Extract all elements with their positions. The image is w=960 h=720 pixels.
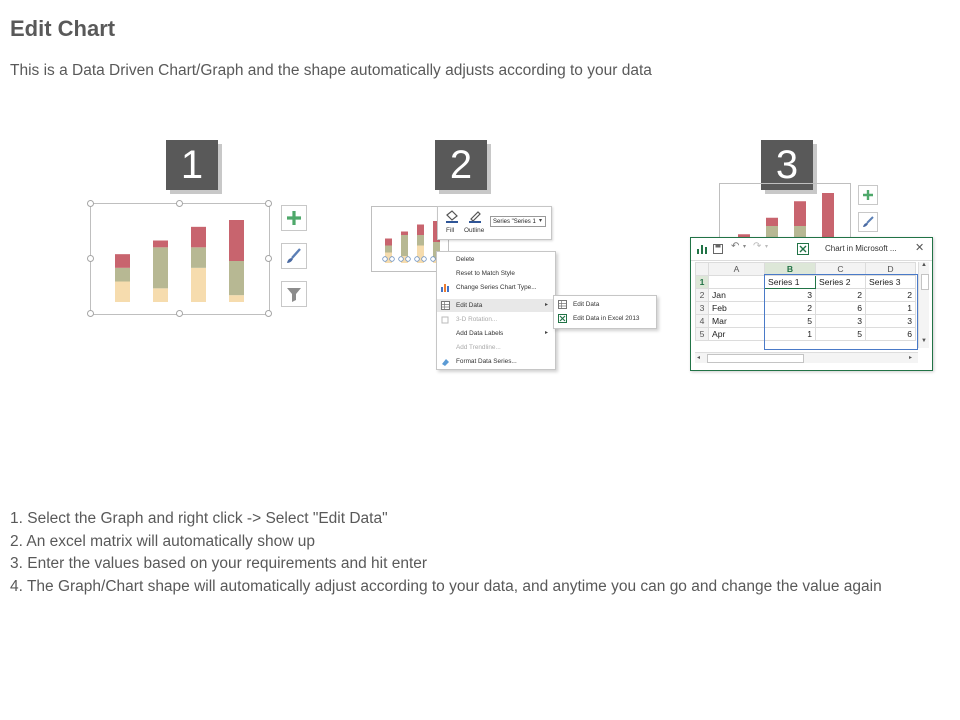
page-title: Edit Chart [10, 16, 116, 41]
bar-feb-series-3[interactable] [401, 232, 408, 236]
chart-svg [720, 184, 850, 244]
bar-feb-series-2[interactable] [401, 235, 408, 256]
instruction-step-2: 2. An excel matrix will automatically show up [10, 532, 315, 550]
series-select-value: Series "Series 1 [493, 219, 536, 225]
stacked-bar-chart[interactable] [91, 204, 269, 314]
scroll-left-icon[interactable]: ◂ [697, 355, 701, 361]
table-row [696, 315, 916, 328]
grid-cell[interactable]: 3 [765, 289, 816, 302]
chart-elements-button[interactable] [858, 185, 878, 205]
fill-bucket-icon[interactable] [444, 209, 460, 223]
format-mini-toolbar [437, 206, 552, 240]
table-icon [441, 301, 450, 310]
page-subtitle: This is a Data Driven Chart/Graph and the shape automatically adjusts according to your data [10, 62, 652, 79]
filter-icon [282, 282, 306, 306]
grid-cell[interactable] [709, 276, 765, 289]
edit-data-submenu [553, 295, 657, 329]
instruction-step-3: 3. Enter the values based on your requirements and hit enter [10, 555, 428, 572]
excel-icon[interactable] [797, 243, 809, 255]
bar-jan-series-3[interactable] [385, 239, 392, 246]
divider [691, 260, 932, 261]
grid-cell[interactable]: 1 [765, 328, 816, 341]
bar-apr-series-2[interactable] [229, 261, 244, 295]
grid-cell[interactable]: 2 [816, 289, 866, 302]
series-select[interactable] [490, 216, 546, 227]
series-point-handle[interactable] [415, 257, 420, 262]
chevron-down-icon[interactable]: ▾ [743, 244, 747, 250]
grid-cell[interactable]: 6 [816, 302, 866, 315]
grid-cell[interactable]: Apr [709, 328, 765, 341]
chart-icon [697, 244, 707, 254]
outline-pen-icon[interactable] [467, 209, 483, 223]
column-header-a[interactable]: A [709, 263, 765, 276]
horizontal-scrollbar[interactable] [695, 352, 918, 363]
outline-label: Outline [464, 227, 485, 234]
chart-styles-button[interactable] [858, 212, 878, 232]
menu-item-delete[interactable]: Delete [456, 256, 475, 263]
scroll-right-icon[interactable]: ▸ [909, 355, 913, 361]
series-point-handle[interactable] [383, 257, 388, 262]
chevron-right-icon: ▸ [545, 302, 549, 308]
menu-item-add-trendline: Add Trendline... [456, 344, 501, 351]
bar-mar-series-3[interactable] [794, 201, 806, 226]
grid-cell[interactable]: Feb [709, 302, 765, 315]
row-header[interactable]: 1 [696, 276, 709, 289]
chart-svg [91, 204, 269, 314]
series-point-handle[interactable] [406, 257, 411, 262]
instructions [10, 508, 945, 598]
close-icon[interactable]: ✕ [915, 242, 925, 254]
excel-icon [558, 314, 567, 323]
save-icon[interactable] [713, 244, 723, 254]
excel-window-title: Chart in Microsoft ... [825, 244, 897, 253]
bar-apr-series-1[interactable] [229, 295, 244, 302]
vertical-scrollbar[interactable] [918, 262, 929, 348]
scroll-thumb[interactable] [921, 274, 929, 290]
submenu-item-edit-in-excel[interactable]: Edit Data in Excel 2013 [573, 315, 640, 322]
grid-cell[interactable]: 2 [866, 289, 916, 302]
series-point-handle[interactable] [399, 257, 404, 262]
undo-icon[interactable]: ↶ [731, 241, 740, 252]
bar-jan-series-2[interactable] [115, 268, 130, 282]
redo-icon[interactable]: ↷ [753, 241, 762, 252]
step-number-3: 3 [761, 140, 813, 190]
series-point-handle[interactable] [390, 257, 395, 262]
grid-cell[interactable]: 5 [816, 328, 866, 341]
chevron-right-icon: ▸ [545, 330, 549, 336]
bar-feb-series-3[interactable] [153, 241, 168, 248]
grid-cell[interactable]: 3 [866, 315, 916, 328]
grid-corner [696, 263, 709, 276]
bar-feb-series-1[interactable] [153, 288, 168, 302]
bar-mar-series-3[interactable] [191, 227, 206, 248]
chart-1-selection[interactable] [90, 203, 270, 315]
paint-icon [441, 357, 450, 366]
scroll-up-icon[interactable]: ▲ [921, 262, 927, 268]
bar-chart-icon [441, 283, 450, 292]
menu-item-3d-rotation: 3-D Rotation... [456, 316, 498, 323]
excel-grid[interactable] [695, 262, 916, 341]
menu-item-reset-style[interactable]: Reset to Match Style [456, 270, 515, 277]
table-row [696, 328, 916, 341]
bar-mar-series-3[interactable] [417, 225, 424, 236]
grid-cell[interactable]: Jan [709, 289, 765, 302]
table-row [696, 276, 916, 289]
chart-3-selection[interactable] [719, 183, 851, 244]
plus-icon [282, 206, 306, 230]
menu-item-add-data-labels[interactable]: Add Data Labels [456, 330, 504, 337]
brush-icon [282, 244, 306, 268]
scroll-thumb[interactable] [707, 354, 804, 363]
brush-icon [859, 213, 877, 231]
row-header[interactable]: 3 [696, 302, 709, 315]
grid-cell[interactable]: 5 [765, 315, 816, 328]
bar-jan-series-3[interactable] [115, 254, 130, 268]
chart-styles-button[interactable] [281, 243, 307, 269]
step-number-1: 1 [166, 140, 218, 190]
column-header-d[interactable]: D [866, 263, 916, 276]
bar-mar-series-1[interactable] [191, 268, 206, 302]
column-header-b[interactable]: B [765, 263, 816, 276]
excel-window [690, 237, 933, 371]
bar-feb-series-2[interactable] [153, 247, 168, 288]
submenu-item-edit-data[interactable]: Edit Data [573, 301, 600, 308]
grid-cell[interactable]: Mar [709, 315, 765, 328]
chevron-down-icon[interactable]: ▾ [765, 244, 769, 250]
instruction-step-4: 4. The Graph/Chart shape will automatically adjust according to your data, and anytime you can go and change the value again [10, 577, 882, 595]
grid-cell[interactable]: 2 [765, 302, 816, 315]
bar-jan-series-2[interactable] [385, 246, 392, 253]
context-menu [436, 251, 556, 370]
row-header[interactable]: 5 [696, 328, 709, 341]
bar-feb-series-3[interactable] [766, 218, 778, 226]
bar-apr-series-3[interactable] [822, 193, 834, 243]
grid-cell-active[interactable]: Series 1 [765, 276, 816, 289]
grid-cell[interactable]: Series 2 [816, 276, 866, 289]
table-icon [558, 300, 567, 309]
chevron-down-icon[interactable]: ▾ [539, 218, 543, 224]
excel-titlebar [691, 238, 932, 260]
grid-cell[interactable]: 3 [816, 315, 866, 328]
scroll-down-icon[interactable]: ▼ [921, 338, 927, 344]
chart-elements-button[interactable] [281, 205, 307, 231]
bar-jan-series-1[interactable] [115, 282, 130, 303]
row-header[interactable]: 2 [696, 289, 709, 302]
table-row [696, 289, 916, 302]
menu-item-edit-data[interactable]: Edit Data [456, 302, 483, 309]
table-row [696, 302, 916, 315]
menu-item-change-chart-type[interactable]: Change Series Chart Type... [456, 284, 537, 291]
grid-cell[interactable]: 1 [866, 302, 916, 315]
plus-icon [859, 186, 877, 204]
menu-item-format-data-series[interactable]: Format Data Series... [456, 358, 517, 365]
bar-apr-series-3[interactable] [229, 220, 244, 261]
row-header[interactable]: 4 [696, 315, 709, 328]
step-number-2: 2 [435, 140, 487, 190]
series-point-handle[interactable] [431, 257, 436, 262]
cube-icon [441, 315, 450, 324]
grid-cell[interactable]: Series 3 [866, 276, 916, 289]
grid-cell[interactable]: 6 [866, 328, 916, 341]
menu-highlight [437, 299, 555, 312]
column-header-c[interactable]: C [816, 263, 866, 276]
instruction-step-1: 1. Select the Graph and right click -> Select "Edit Data" [10, 510, 388, 527]
stacked-bar-chart-partial[interactable] [720, 184, 850, 244]
series-point-handle[interactable] [422, 257, 427, 262]
bar-mar-series-2[interactable] [417, 235, 424, 246]
bar-mar-series-2[interactable] [191, 247, 206, 268]
fill-label: Fill [446, 227, 455, 234]
chart-filters-button[interactable] [281, 281, 307, 307]
